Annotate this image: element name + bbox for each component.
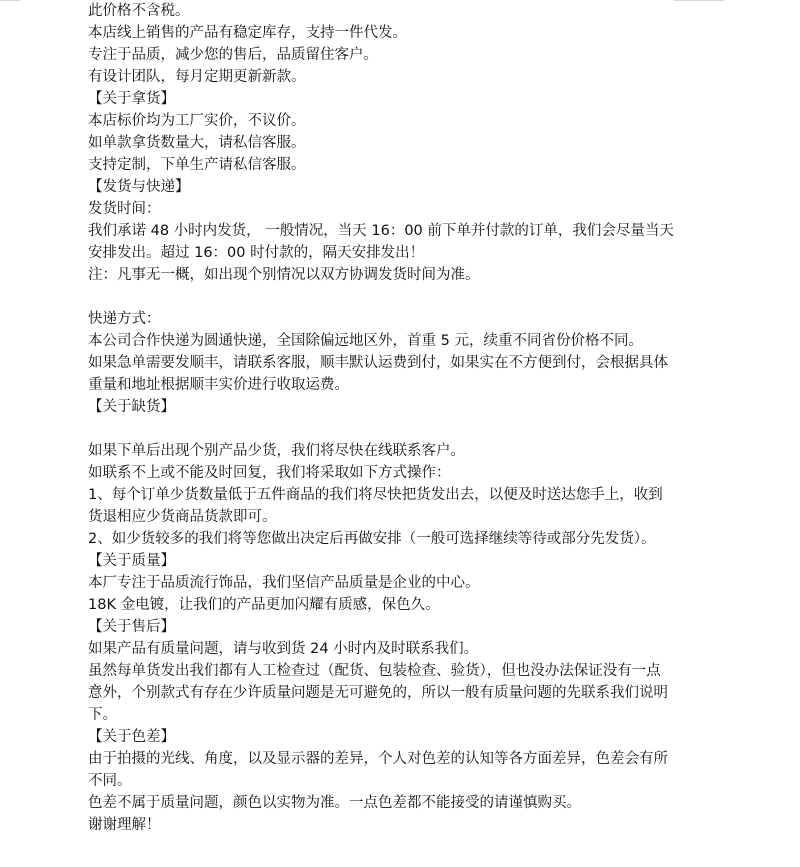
text-line: 重量和地址根据顺丰实价进行收取运费。	[88, 377, 349, 393]
text-line: 如果下单后出现个别产品少货，我们将尽快在线联系客户。	[88, 443, 465, 459]
section-heading: 【关于缺货】	[88, 399, 175, 415]
blank-line	[88, 286, 718, 308]
text-line: 注：凡事无一概，如出现个别情况以双方协调发货时间为准。	[88, 267, 480, 283]
text-line: 快递方式：	[88, 311, 161, 327]
text-line: 谢谢理解！	[88, 817, 161, 833]
text-line: 安排发出。超过 16：00 时付款的，隔天安排发出！	[88, 245, 425, 261]
text-line: 如联系不上或不能及时回复，我们将采取如下方式操作：	[88, 465, 451, 481]
text-line: 2、如少货较多的我们将等您做出决定后再做安排（一般可选择继续等待或部分先发货）。	[88, 531, 656, 547]
text-line: 下。	[88, 707, 117, 723]
section-heading: 【发货与快递】	[88, 179, 190, 195]
section-heading: 【关于质量】	[88, 553, 175, 569]
text-line: 本公司合作快递为圆通快递，全国除偏远地区外，首重 5 元，续重不同省份价格不同。	[88, 333, 643, 349]
text-line: 虽然每单货发出我们都有人工检查过（配货、包装检查、验货），但也没办法保证没有一点	[88, 663, 661, 679]
page-border-mark-left	[0, 0, 20, 1]
text-line: 18K 金电镀，让我们的产品更加闪耀有质感，保色久。	[88, 597, 440, 613]
section-heading: 【关于拿货】	[88, 91, 175, 107]
text-line: 由于拍摄的光线、角度，以及显示器的差异，个人对色差的认知等各方面差异，色差会有所	[88, 751, 668, 767]
text-line: 发货时间：	[88, 201, 161, 217]
text-line: 1、每个订单少货数量低于五件商品的我们将尽快把货发出去，以便及时送达您手上，收到	[88, 487, 663, 503]
text-line: 不同。	[88, 773, 132, 789]
text-line: 如单款拿货数量大，请私信客服。	[88, 135, 306, 151]
text-line: 本厂专注于品质流行饰品，我们坚信产品质量是企业的中心。	[88, 575, 480, 591]
text-line: 如果产品有质量问题，请与收到货 24 小时内及时联系我们。	[88, 641, 479, 657]
text-line: 如果急单需要发顺丰，请联系客服，顺丰默认运费到付，如果实在不方便到付，会根据具体	[88, 355, 668, 371]
section-heading: 【关于色差】	[88, 729, 175, 745]
text-line: 支持定制，下单生产请私信客服。	[88, 157, 306, 173]
text-line: 本店标价均为工厂实价，不议价。	[88, 113, 306, 129]
text-line: 专注于品质，减少您的售后，品质留住客户。	[88, 47, 378, 63]
section-heading: 【关于售后】	[88, 619, 175, 635]
text-line: 我们承诺 48 小时内发货， 一般情况，当天 16：00 前下单并付款的订单，我们会尽量当天	[88, 223, 674, 239]
text-line: 货退相应少货商品货款即可。	[88, 509, 277, 525]
text-line: 本店线上销售的产品有稳定库存，支持一件代发。	[88, 25, 407, 41]
blank-line	[88, 418, 718, 440]
text-line: 色差不属于质量问题，颜色以实物为准。一点色差都不能接受的请谨慎购买。	[88, 795, 581, 811]
text-line: 此价格不含税。	[88, 3, 190, 19]
text-line: 意外，个别款式有存在少许质量问题是无可避免的，所以一般有质量问题的先联系我们说明	[88, 685, 668, 701]
text-line: 有设计团队，每月定期更新新款。	[88, 69, 306, 85]
document-body	[88, 0, 718, 836]
